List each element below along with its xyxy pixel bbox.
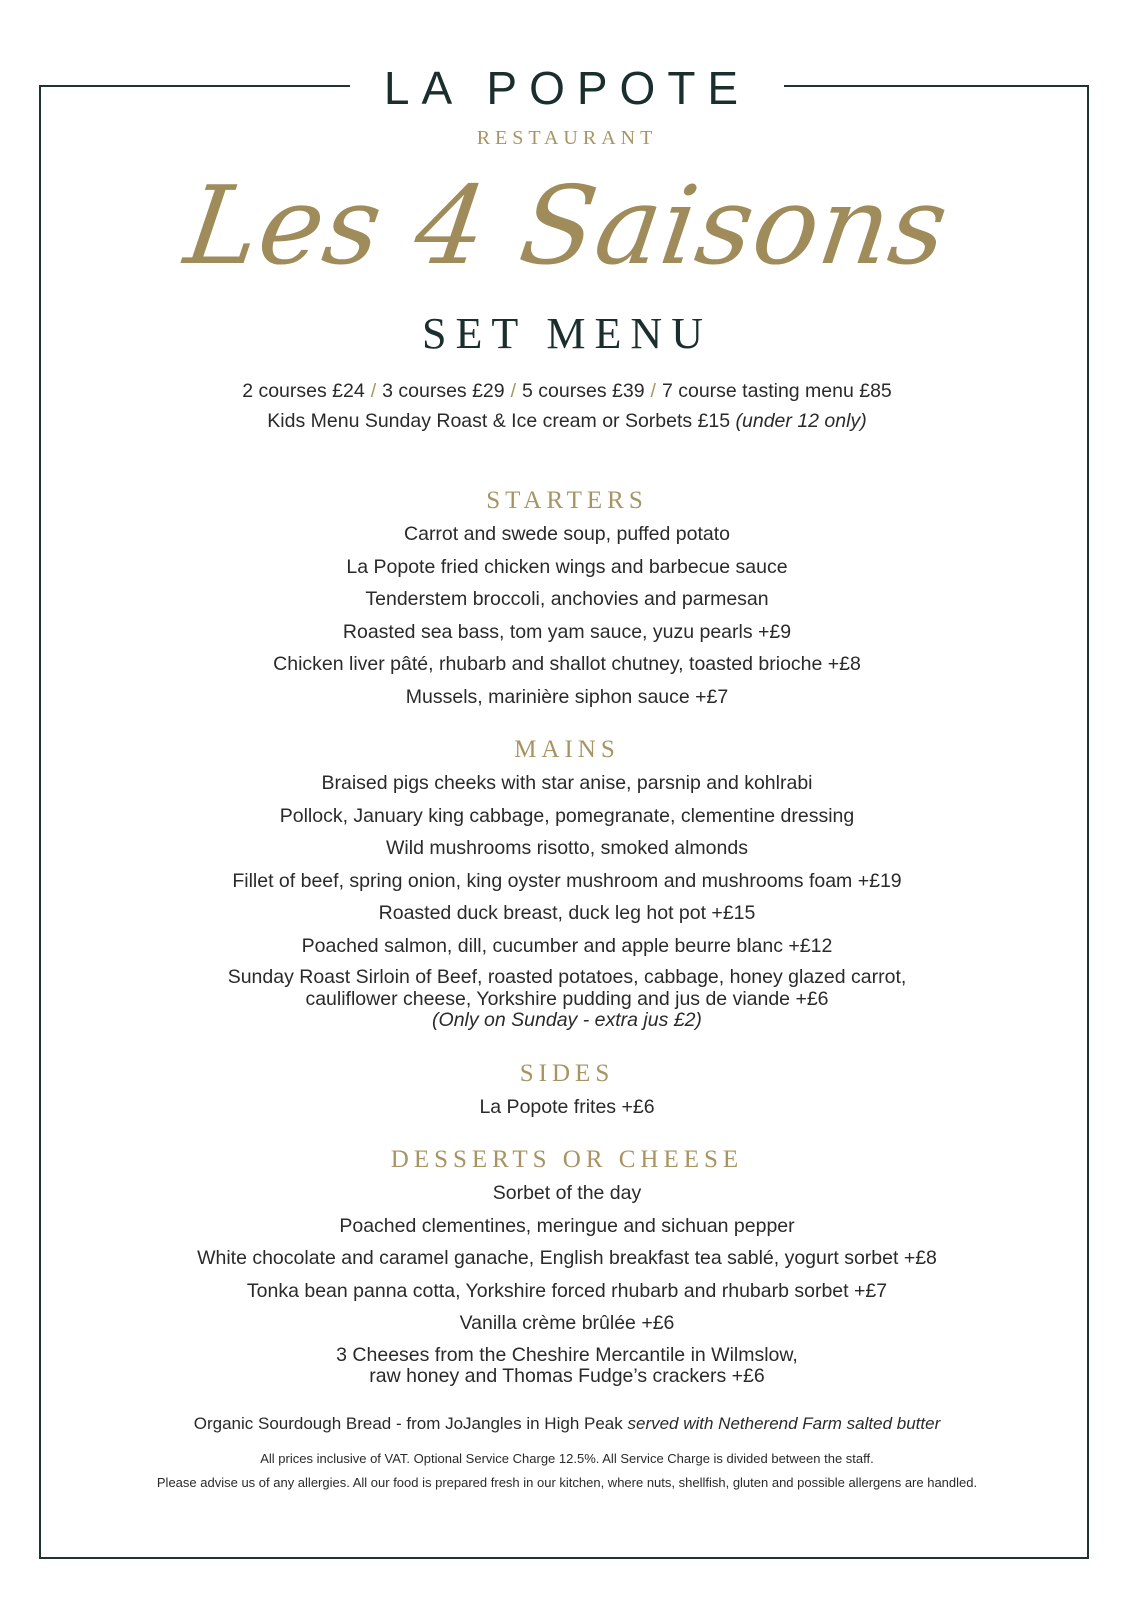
section-heading-starters: STARTERS — [486, 487, 648, 514]
menu-item: Roasted duck breast, duck leg hot pot +£15 — [378, 902, 756, 924]
section-heading-sides: SIDES — [519, 1059, 615, 1087]
sunday-roast-line-1: Sunday Roast Sirloin of Beef, roasted potatoes, cabbage, honey glazed carrot, — [227, 966, 907, 988]
menu-item: Poached salmon, dill, cucumber and apple beurre blanc +£12 — [301, 934, 833, 957]
menu-title: SET MENU — [422, 309, 712, 358]
price-option-2-courses: 2 courses £24 — [242, 380, 365, 402]
pricing-options — [60, 376, 1074, 406]
bread-line — [60, 1411, 1074, 1437]
menu-item-sunday-roast — [60, 962, 1074, 1037]
mains-section — [60, 733, 1074, 1037]
section-heading-mains: MAINS — [514, 736, 620, 763]
sides-section — [60, 1057, 1074, 1124]
price-option-tasting: 7 course tasting menu £85 — [661, 380, 892, 402]
menu-item: La Popote fried chicken wings and barbecue sauce — [346, 555, 788, 578]
kids-menu-line — [60, 406, 1074, 436]
brand-title: LA POPOTE — [350, 62, 784, 114]
sunday-roast-line-2: cauliflower cheese, Yorkshire pudding and jus de viande +£6 — [305, 987, 829, 1010]
menu-item: Braised pigs cheeks with star anise, parsnip and kohlrabi — [321, 772, 813, 794]
menu-item: Tonka bean panna cotta, Yorkshire forced rhubarb and rhubarb sorbet +£7 — [246, 1279, 888, 1302]
menu-item: Vanilla crème brûlée +£6 — [459, 1312, 675, 1334]
desserts-section — [60, 1143, 1074, 1393]
bread-text: Organic Sourdough Bread - from JoJangles in High Peak — [193, 1413, 623, 1433]
menu-item: White chocolate and caramel ganache, English breakfast tea sablé, yogurt sorbet +£8 — [197, 1247, 937, 1269]
menu-item: Roasted sea bass, tom yam sauce, yuzu pearls +£9 — [342, 620, 792, 643]
vat-note: All prices inclusive of VAT. Optional Service Charge 12.5%. All Service Charge is divided between the staff. — [260, 1450, 874, 1466]
menu-item: La Popote frites +£6 — [479, 1095, 655, 1118]
menu-item: Sorbet of the day — [492, 1182, 642, 1204]
kids-menu-note: (under 12 only) — [735, 410, 867, 432]
allergy-note: Please advise us of any allergies. All our food is prepared fresh in our kitchen, where nuts, shellfish, gluten and possible allergens are handled. — [156, 1474, 978, 1490]
menu-item: Tenderstem broccoli, anchovies and parmesan — [365, 588, 769, 610]
menu-item: Poached clementines, meringue and sichuan pepper — [339, 1214, 795, 1237]
script-title: Les 4 Saisons — [178, 164, 956, 289]
kids-menu: Kids Menu Sunday Roast & Ice cream or Sorbets £15 — [267, 410, 731, 432]
cheeses-line-2: raw honey and Thomas Fudge’s crackers +£6 — [369, 1365, 765, 1387]
restaurant-subtitle: RESTAURANT — [476, 127, 658, 149]
menu-item: Wild mushrooms risotto, smoked almonds — [386, 837, 748, 859]
price-separator: / — [510, 380, 517, 402]
menu-item: Fillet of beef, spring onion, king oyster mushroom and mushrooms foam +£19 — [232, 869, 902, 892]
price-separator: / — [370, 380, 377, 402]
cheeses-line-1: 3 Cheeses from the Cheshire Mercantile in Wilmslow, — [336, 1343, 798, 1366]
menu-item: Mussels, marinière siphon sauce +£7 — [405, 685, 729, 708]
price-option-3-courses: 3 courses £29 — [382, 380, 505, 402]
menu-item: Carrot and swede soup, puffed potato — [404, 523, 730, 545]
section-heading-desserts: DESSERTS OR CHEESE — [390, 1146, 744, 1173]
starters-section — [60, 484, 1074, 713]
menu-item: Chicken liver pâté, rhubarb and shallot chutney, toasted brioche +£8 — [273, 653, 861, 675]
price-option-5-courses: 5 courses £39 — [522, 380, 645, 402]
menu-content — [60, 376, 1074, 1495]
menu-item: Pollock, January king cabbage, pomegranate, clementine dressing — [279, 804, 855, 827]
price-separator: / — [650, 380, 656, 402]
sunday-roast-note: (Only on Sunday - extra jus £2) — [432, 1009, 702, 1031]
menu-item-cheeses — [60, 1340, 1074, 1393]
bread-note: served with Netherend Farm salted butter — [627, 1413, 941, 1433]
